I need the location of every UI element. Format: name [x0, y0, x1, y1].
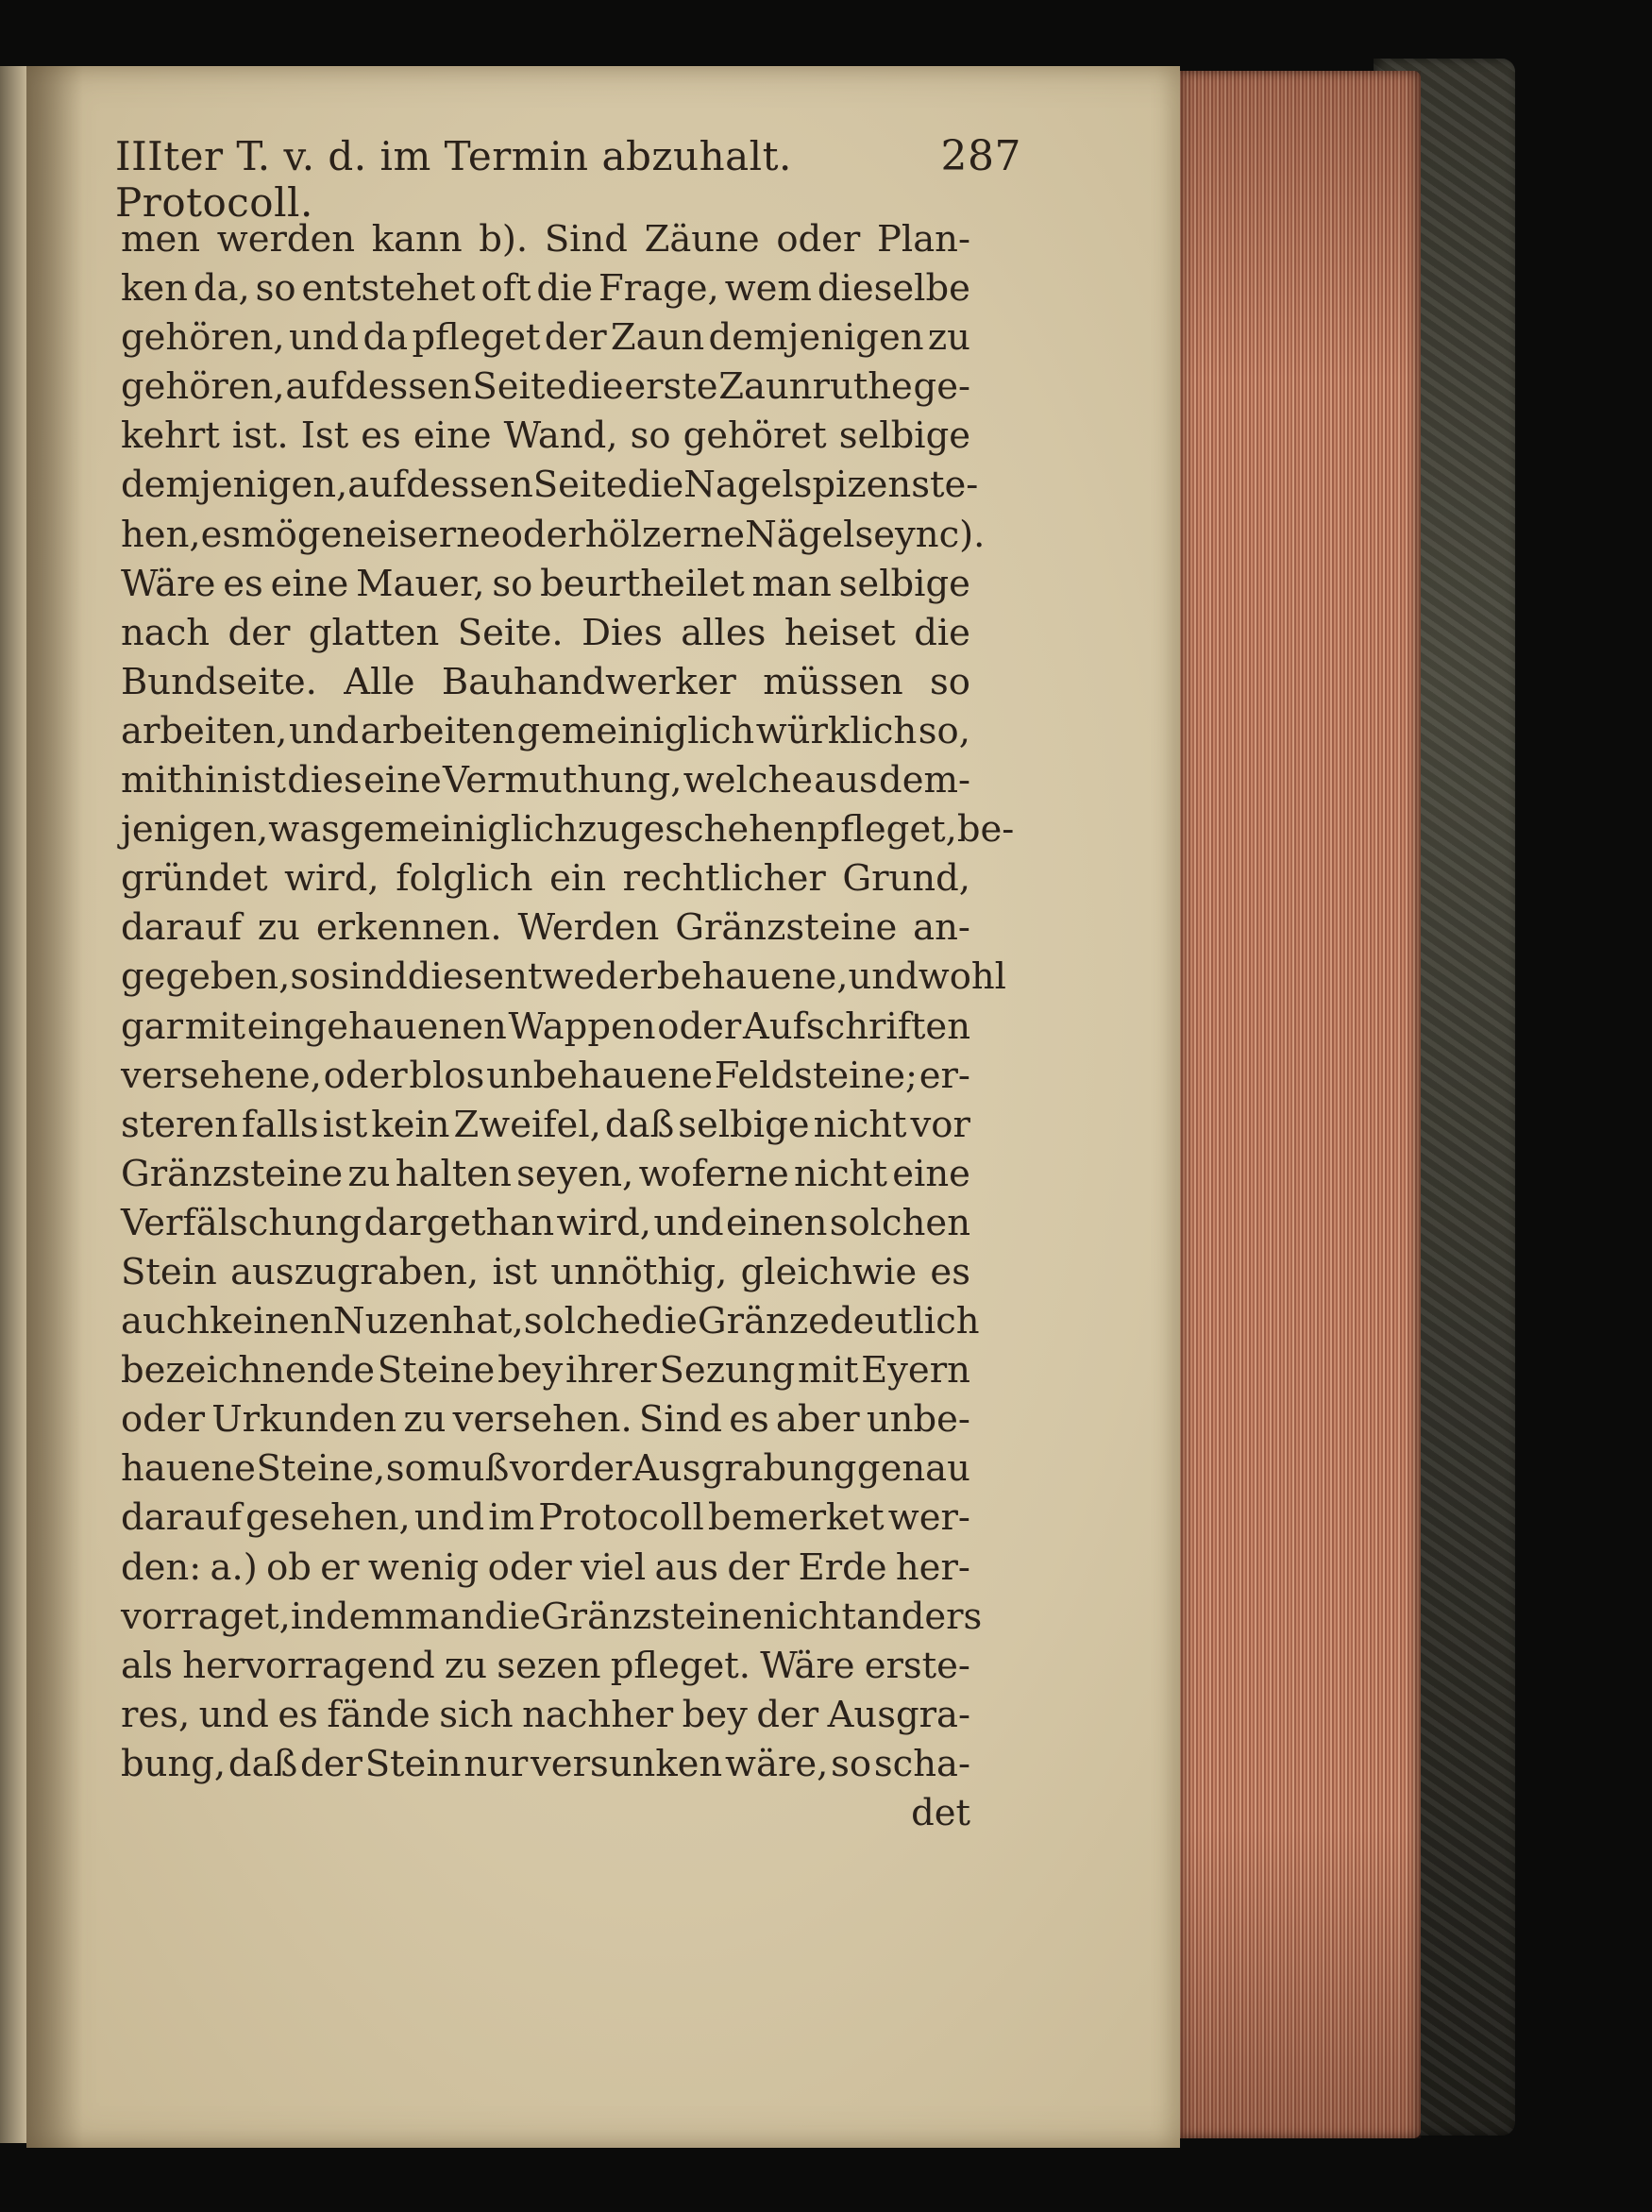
text-line: gar mit eingehauenen Wappen oder Aufschriften — [121, 1005, 970, 1048]
text-line: oder Urkunden zu versehen. Sind es aber unbe- — [121, 1398, 970, 1442]
text-line: versehene, oder blos unbehauene Feldsteine; er- — [121, 1054, 970, 1097]
text-line: gehören, auf dessen Seite die erste Zaunruthe ge- — [121, 365, 970, 409]
previous-page-edge — [0, 66, 26, 2143]
text-line: kehrt ist. Ist es eine Wand, so gehöret selbige — [121, 414, 970, 458]
text-line: nach der glatten Seite. Dies alles heiset die — [121, 611, 970, 654]
text-line: steren falls ist kein Zweifel, daß selbige nicht vor — [121, 1103, 970, 1146]
text-line: darauf zu erkennen. Werden Gränzsteine an- — [121, 906, 970, 950]
text-line: als hervorragend zu sezen pfleget. Wäre erste- — [121, 1644, 970, 1687]
text-line: hen, es mögen eiserne oder hölzerne Nägel seyn c). — [121, 513, 986, 556]
text-line: Bundseite. Alle Bauhandwerker müssen so — [121, 660, 970, 703]
text-line: Wäre es eine Mauer, so beurtheilet man selbige — [121, 562, 970, 605]
text-line: mithin ist dies eine Vermuthung, welche aus dem- — [121, 759, 970, 802]
text-line: arbeiten, und arbeiten gemeiniglich würklich so, — [121, 709, 970, 752]
text-line: bung, daß der Stein nur versunken wäre, so scha- — [121, 1742, 970, 1785]
running-head — [115, 132, 1021, 226]
text-line: res, und es fände sich nachher bey der Ausgra- — [121, 1693, 970, 1736]
text-line: vorraget, indem man die Gränzsteine nicht anders — [121, 1595, 983, 1638]
text-line: auch keinen Nuzen hat, solche die Gränze deutlich — [121, 1300, 980, 1343]
text-line: gründet wird, folglich ein rechtlicher Grund, — [121, 857, 970, 901]
body-text — [121, 215, 1015, 1838]
text-line: bezeichnende Steine bey ihrer Sezung mit Eyern — [121, 1349, 970, 1393]
text-line: hauene Steine, so muß vor der Ausgrabung genau — [121, 1447, 970, 1491]
text-line: Verfälschung dargethan wird, und einen solchen — [121, 1201, 970, 1244]
text-line: men werden kann b). Sind Zäune oder Plan- — [121, 218, 970, 261]
text-line: jenigen, was gemeiniglich zu geschehen pfleget, be- — [121, 808, 1015, 852]
page-fore-edge — [1175, 71, 1421, 2138]
text-line: den: a.) ob er wenig oder viel aus der Erde her- — [121, 1545, 970, 1589]
text-line: darauf gesehen, und im Protocoll bemerket wer- — [121, 1496, 970, 1540]
text-line: gegeben, so sind dies entweder behauene, und wohl — [121, 955, 1006, 999]
page-number: 287 — [940, 132, 1021, 180]
text-line: Gränzsteine zu halten seyen, woferne nicht eine — [121, 1152, 970, 1195]
text-line: Stein auszugraben, ist unnöthig, gleichwie es — [121, 1250, 970, 1293]
running-head-title: IIIter T. v. d. im Termin abzuhalt. Protocoll. — [115, 133, 792, 226]
gutter-shadow — [26, 66, 83, 2148]
text-line: gehören, und da pfleget der Zaun demjenigen zu — [121, 316, 970, 360]
text-line: demjenigen, auf dessen Seite die Nagelspizen ste- — [121, 464, 979, 507]
catchword: det — [911, 1792, 970, 1834]
text-line: ken da, so entstehet oft die Frage, wem dieselbe — [121, 267, 970, 311]
